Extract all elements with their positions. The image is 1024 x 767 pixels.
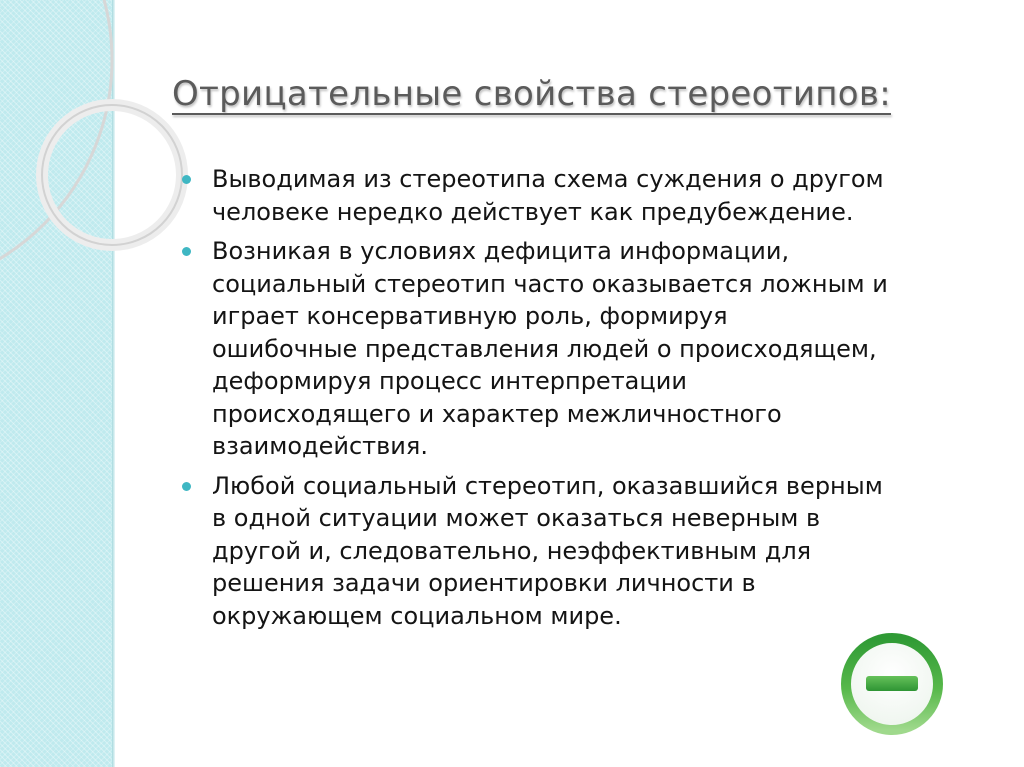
bullet-line: Выводимая из стереотипа схема суждения о другом <box>212 165 884 193</box>
bullet-line: социальный стереотип часто оказывается ложным и <box>212 269 888 298</box>
bullet-item-1 <box>182 163 1002 228</box>
left-decorative-band <box>0 0 112 767</box>
badge-minus-bar <box>866 676 918 691</box>
bullet-line: происходящего и характер межличностного <box>212 399 782 428</box>
bullet-line: человеке нередко действует как предубеждение. <box>212 197 854 226</box>
bullet-line: в одной ситуации может оказаться неверным в <box>212 504 821 532</box>
bullet-dot-icon <box>182 247 191 256</box>
bullet-item-2 <box>182 235 1002 463</box>
bullet-dot-icon <box>182 175 191 184</box>
slide-title: Отрицательные свойства стереотипов: <box>172 74 891 114</box>
band-edge <box>112 0 115 767</box>
bullet-line: играет консервативную роль, формируя <box>212 302 728 330</box>
bullet-line: деформируя процесс интерпретации <box>212 367 687 395</box>
bullet-line: Возникая в условиях дефицита информации, <box>212 237 790 265</box>
bullet-line: решения задачи ориентировки личности в <box>212 569 756 597</box>
bullet-line: Любой социальный стереотип, оказавшийся верным <box>212 471 883 500</box>
bullet-line: другой и, следовательно, неэффективным для <box>212 536 812 565</box>
bullet-list <box>182 163 1002 639</box>
bullet-item-3 <box>182 470 1002 633</box>
bullet-line: ошибочные представления людей о происходящем, <box>212 334 877 363</box>
bullet-line: окружающем социальном мире. <box>212 601 622 630</box>
bullet-dot-icon <box>182 482 191 491</box>
bullet-line: взаимодействия. <box>212 432 428 460</box>
minus-circle-icon <box>838 630 946 738</box>
